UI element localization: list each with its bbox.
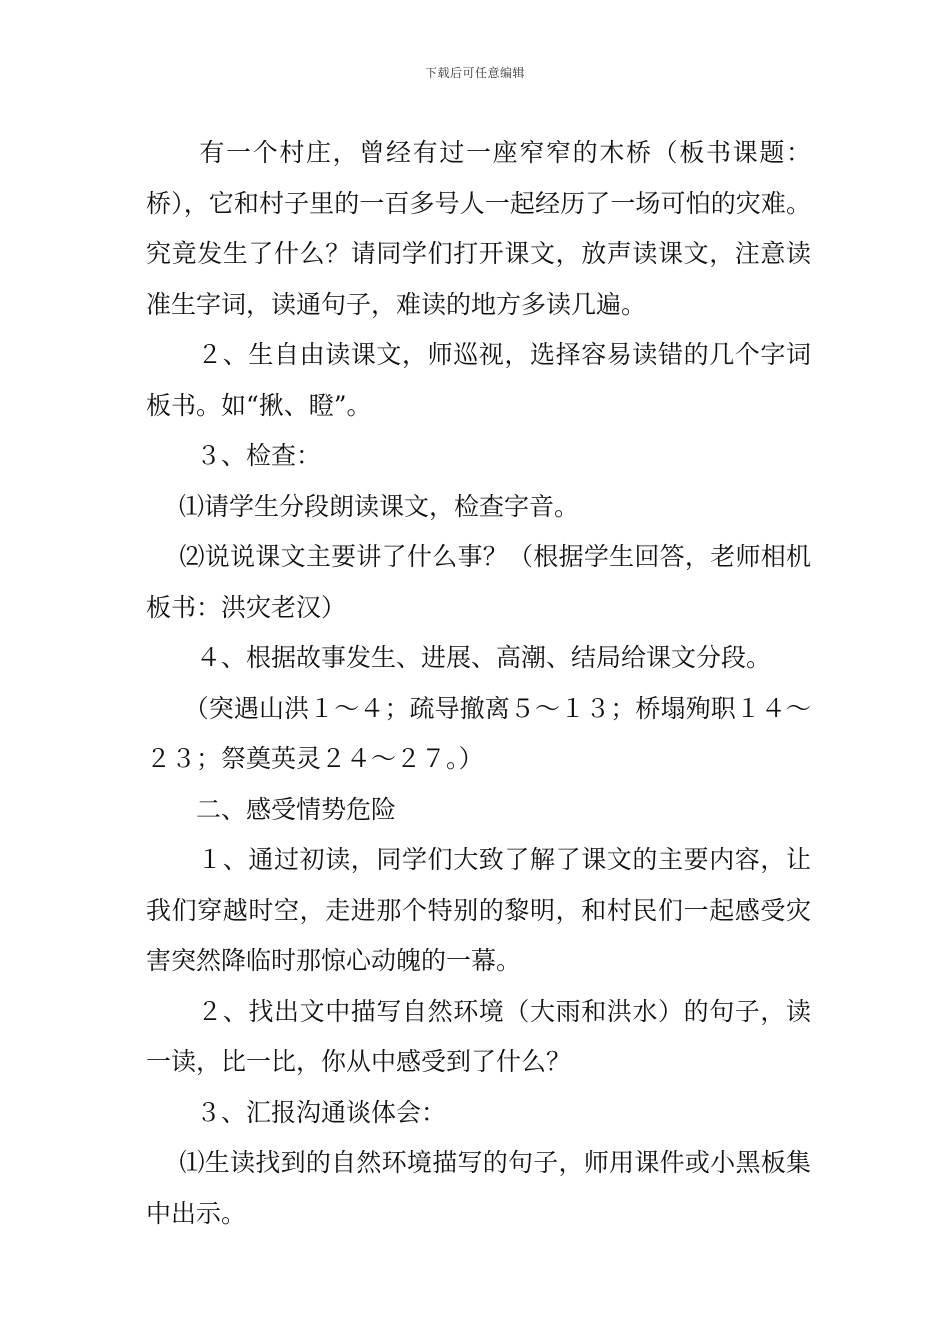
document-body (146, 128, 811, 1239)
paragraph-part2-step-1: １、通过初读，同学们大致了解了课文的主要内容，让我们穿越时空，走进那个特别的黎明，和村民们一起感受灾害突然降临时那惊心动魄的一幕。 (146, 845, 811, 975)
paragraph-part2-step-2: ２、找出文中描写自然环境（大雨和洪水）的句子，读一读，比一比，你从中感受到了什么？ (146, 996, 811, 1076)
paragraph-step-4: ４、根据故事发生、进展、高潮、结局给课文分段。 (146, 643, 772, 672)
paragraph-substep-2: ⑵说说课文主要讲了什么事？（根据学生回答，老师相机板书：洪灾老汉） (146, 542, 811, 622)
paragraph-sections: （突遇山洪１～４；疏导撤离５～１３；桥塌殉职１４～２３；祭奠英灵２４～２７。） (146, 693, 811, 773)
paragraph-substep-1: ⑴请学生分段朗读课文，检查字音。 (146, 491, 579, 521)
paragraph-step-3: ３、检查： (146, 441, 322, 470)
paragraph-intro: 有一个村庄，曾经有过一座窄窄的木桥（板书课题：桥），它和村子里的一百多号人一起经历了一场可怕的灾难。究竟发生了什么？请同学们打开课文，放声读课文，注意读准生字词，读通句子，难读的地方多读几遍。 (146, 138, 811, 319)
paragraph-part2-substep-1: ⑴生读找到的自然环境描写的句子，师用课件或小黑板集中出示。 (146, 1148, 811, 1228)
paragraph-step-2: ２、生自由读课文，师巡视，选择容易读错的几个字词板书。如“揪、瞪”。 (146, 340, 811, 420)
page-header: 下载后可任意编辑 (424, 66, 525, 80)
paragraph-part2-step-3: ３、汇报沟通谈体会： (146, 1097, 447, 1127)
section-heading: 二、感受情势危险 (146, 794, 397, 824)
